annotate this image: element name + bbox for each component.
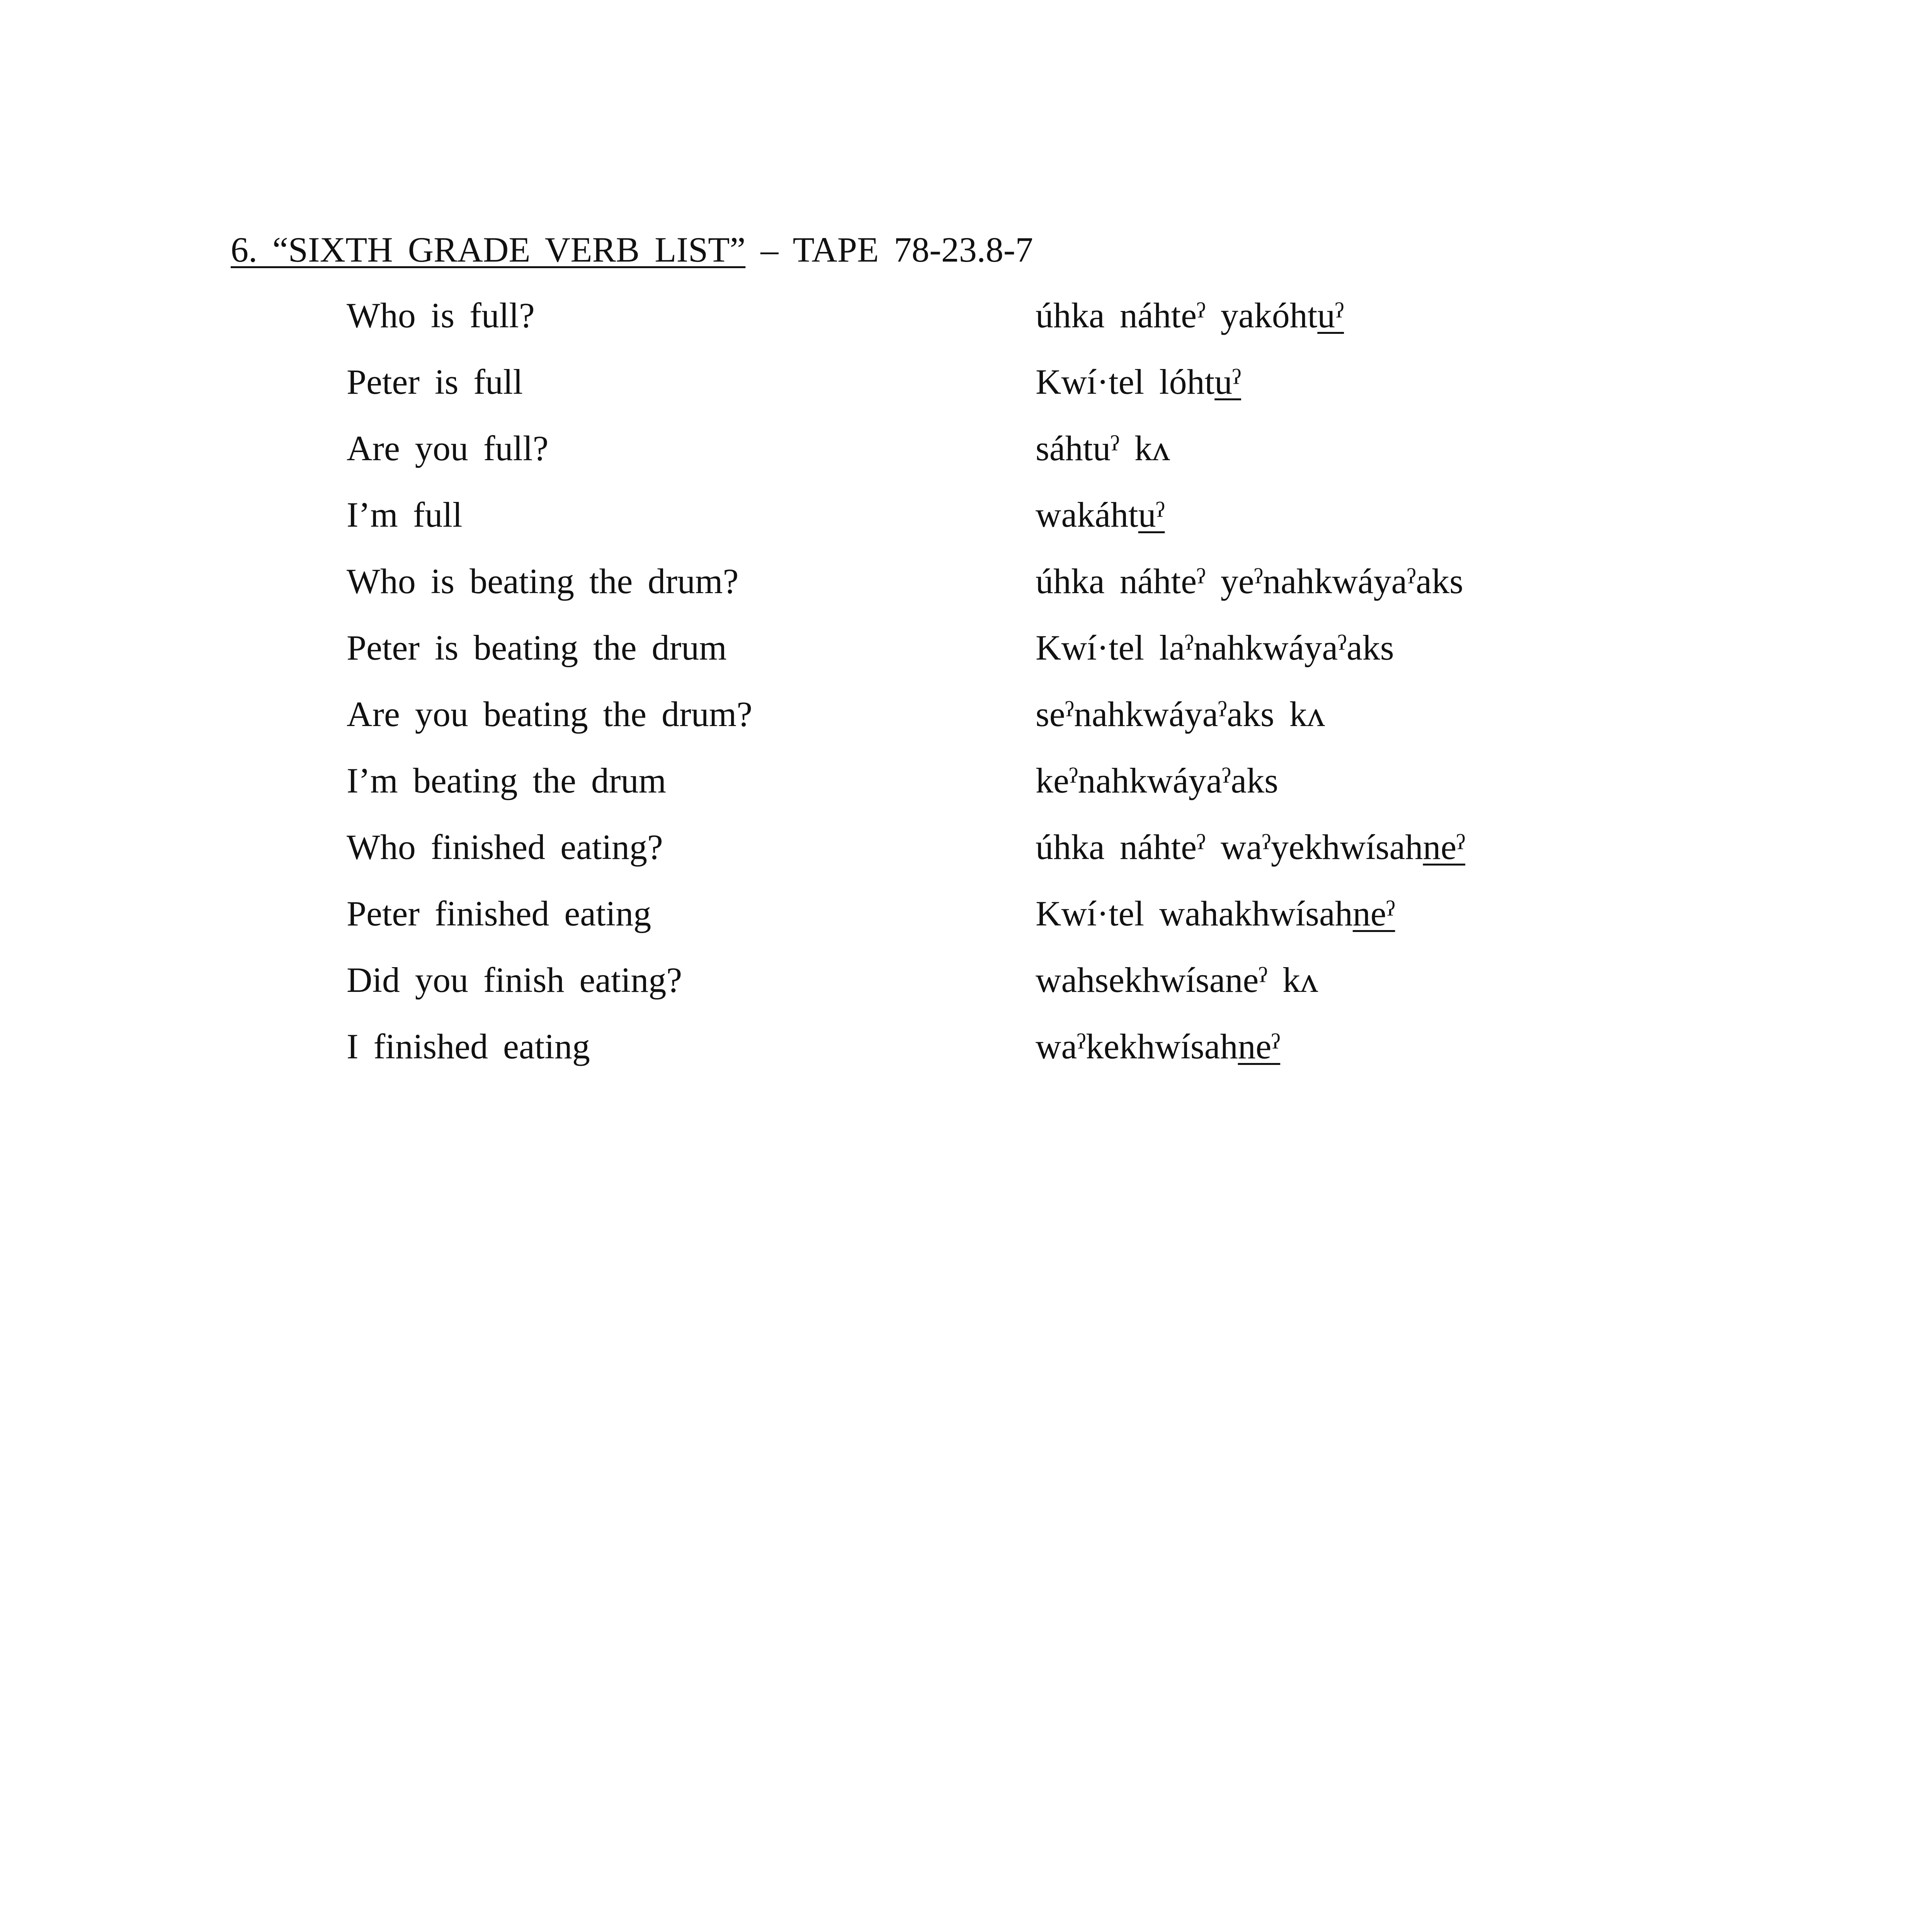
text-segment: keˀnahkwáyaˀaks <box>1036 761 1279 800</box>
heading-title: 6. “SIXTH GRADE VERB LIST” <box>231 230 746 269</box>
english-phrase: Peter is beating the drum <box>347 628 727 667</box>
text-segment: seˀnahkwáyaˀaks kʌ <box>1036 694 1325 734</box>
oneida-phrase <box>1036 298 1344 333</box>
english-phrase: Who finished eating? <box>347 827 663 867</box>
text-segment: Kwí·tel laˀnahkwáyaˀaks <box>1036 628 1394 667</box>
oneida-phrase <box>1036 896 1395 931</box>
underlined-segment: uˀ <box>1317 296 1344 335</box>
text-segment: sáhtuˀ kʌ <box>1036 429 1170 468</box>
english-phrase: Who is full? <box>347 296 535 335</box>
text-segment: waˀkekhwísah <box>1036 1027 1238 1066</box>
oneida-phrase <box>1036 364 1241 400</box>
oneida-phrase <box>1036 763 1278 798</box>
oneida-phrase <box>1036 563 1463 599</box>
oneida-phrase <box>1036 497 1165 532</box>
text-segment: úhka náhteˀ yakóht <box>1036 296 1318 335</box>
underlined-segment: uˀ <box>1138 495 1165 534</box>
english-phrase: Who is beating the drum? <box>347 561 739 601</box>
heading-tape-label: – TAPE 78-23.8-7 <box>745 230 1033 269</box>
english-phrase: Are you beating the drum? <box>347 694 753 734</box>
english-phrase: Are you full? <box>347 429 549 468</box>
text-segment: Kwí·tel wahakhwísah <box>1036 894 1353 933</box>
english-phrase: I’m beating the drum <box>347 761 667 800</box>
oneida-phrase <box>1036 630 1394 665</box>
underlined-segment: uˀ <box>1214 362 1241 401</box>
english-phrase: Peter is full <box>347 362 523 401</box>
english-phrase: I’m full <box>347 495 463 534</box>
oneida-phrase <box>1036 829 1465 865</box>
underlined-segment: neˀ <box>1352 894 1395 933</box>
underlined-segment: neˀ <box>1423 827 1466 867</box>
english-phrase: Peter finished eating <box>347 894 651 933</box>
oneida-phrase <box>1036 1029 1280 1064</box>
oneida-phrase <box>1036 430 1170 466</box>
text-segment: úhka náhteˀ waˀyekhwísah <box>1036 827 1423 867</box>
english-phrase: Did you finish eating? <box>347 960 682 1000</box>
text-segment: wakáht <box>1036 495 1138 534</box>
oneida-phrase <box>1036 962 1318 998</box>
underlined-segment: neˀ <box>1238 1027 1281 1066</box>
text-segment: wahsekhwísaneˀ kʌ <box>1036 960 1318 1000</box>
english-phrase: I finished eating <box>347 1027 590 1066</box>
oneida-phrase <box>1036 696 1325 732</box>
text-segment: úhka náhteˀ yeˀnahkwáyaˀaks <box>1036 561 1463 601</box>
text-segment: Kwí·tel lóht <box>1036 362 1215 401</box>
